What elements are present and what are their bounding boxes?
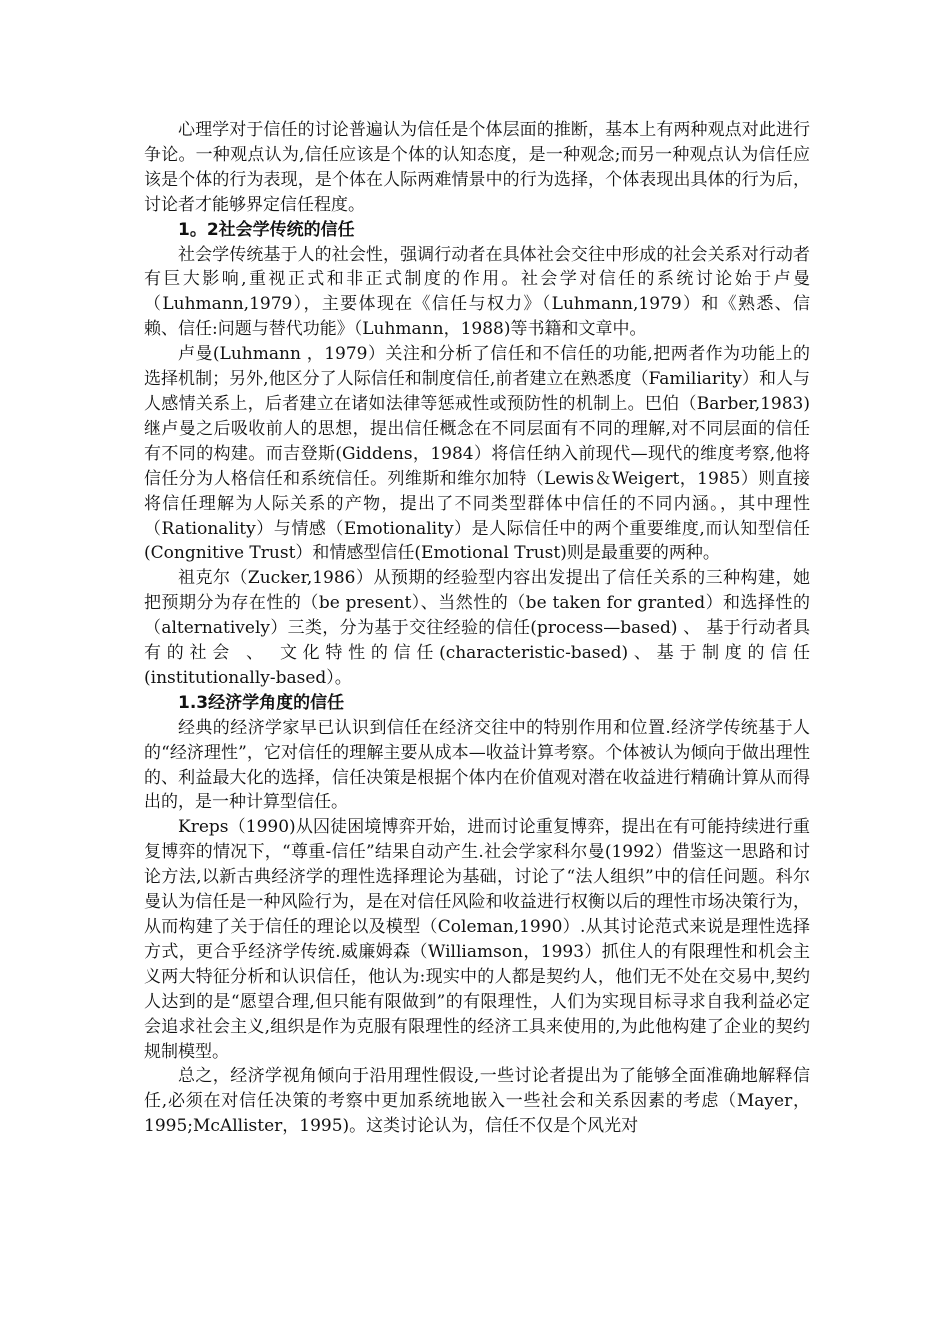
paragraph-luhmann: 卢曼(Luhmann ，1979）关注和分析了信任和不信任的功能,把两者作为功能上的选择机制；另外,他区分了人际信任和制度信任,前者建立在熟悉度（Familiarity）和人与人感情关系上，后者建立在诸如法律等惩戒性或预防性的机制上。巴伯（Barber,1983)继卢曼之后吸收前人的思想，提出信任概念在不同层面有不同的理解,对不同层面的信任有不同的构建。而吉登斯(Giddens，1984）将信任纳入前现代—现代的维度考察,他将信任分为人格信任和系统信任。列维斯和维尔加特（Lewis＆Weigert，1985）则直接将信任理解为人际关系的产物，提出了不同类型群体中信任的不同内涵。，其中理性（Rationality）与情感（Emotionality）是人际信任中的两个重要维度,而认知型信任(Congnitive Trust）和情感型信任(Emotional Trust)则是最重要的两种。 (144, 344, 810, 564)
heading-sociology: 1。2社会学传统的信任 (178, 219, 355, 240)
paragraph-sociology-intro: 社会学传统基于人的社会性，强调行动者在具体社会交往中形成的社会关系对行动者有巨大影响,重视正式和非正式制度的作用。社会学对信任的系统讨论始于卢曼（Luhmann,1979），主要体现在《信任与权力》（Luhmann,1979）和《熟悉、信赖、信任:问题与替代功能》（Luhmann，1988)等书籍和文章中。 (144, 244, 810, 340)
paragraph-psychology: 心理学对于信任的讨论普遍认为信任是个体层面的推断，基本上有两种观点对此进行争论。一种观点认为,信任应该是个体的认知态度，是一种观念;而另一种观点认为信任应该是个体的行为表现，是个体在人际两难情景中的行为选择，个体表现出具体的行为后，讨论者才能够界定信任程度。 (144, 120, 810, 215)
paragraph-zucker: 祖克尔（Zucker,1986）从预期的经验型内容出发提出了信任关系的三种构建，她把预期分为存在性的（be present）、当然性的（be taken for granted）和选择性的（alternatively）三类，分为基于交往经验的信任(process—based) 、 基于行动者具有的社会 、 文化特性的信任(characteristic-based)、基于制度的信任(institutionally-based）。 (144, 568, 810, 688)
heading-economics: 1.3经济学角度的信任 (178, 692, 345, 713)
document-body (144, 118, 810, 1139)
paragraph-economics-intro: 经典的经济学家早已认识到信任在经济交往中的特别作用和位置.经济学传统基于人的“经济理性”，它对信任的理解主要从成本—收益计算考察。个体被认为倾向于做出理性的、利益最大化的选择，信任决策是根据个体内在价值观对潜在收益进行精确计算从而得出的，是一种计算型信任。 (144, 717, 810, 813)
paragraph-kreps: Kreps（1990)从囚徒困境博弈开始，进而讨论重复博弈，提出在有可能持续进行重复博弈的情况下，“尊重-信任”结果自动产生.社会学家科尔曼(1992）借鉴这一思路和讨论方法,以新古典经济学的理性选择理论为基础，讨论了“法人组织”中的信任问题。科尔曼认为信任是一种风险行为，是在对信任风险和收益进行权衡以后的理性市场决策行为，从而构建了关于信任的理论以及模型（Coleman,1990）.从其讨论范式来说是理性选择方式，更合乎经济学传统.威廉姆森（Williamson，1993）抓住人的有限理性和机会主义两大特征分析和认识信任，他认为:现实中的人都是契约人，他们无不处在交易中,契约人达到的是“愿望合理,但只能有限做到”的有限理性，人们为实现目标寻求自我利益必定会追求社会主义,组织是作为克服有限理性的经济工具来使用的,为此他构建了企业的契约规制模型。 (144, 817, 810, 1062)
paragraph-summary: 总之，经济学视角倾向于沿用理性假设,一些讨论者提出为了能够全面准确地解释信任,必须在对信任决策的考察中更加系统地嵌入一些社会和关系因素的考虑（Mayer，1995;McAllister，1995)。这类讨论认为，信任不仅是个风光对 (144, 1066, 810, 1137)
